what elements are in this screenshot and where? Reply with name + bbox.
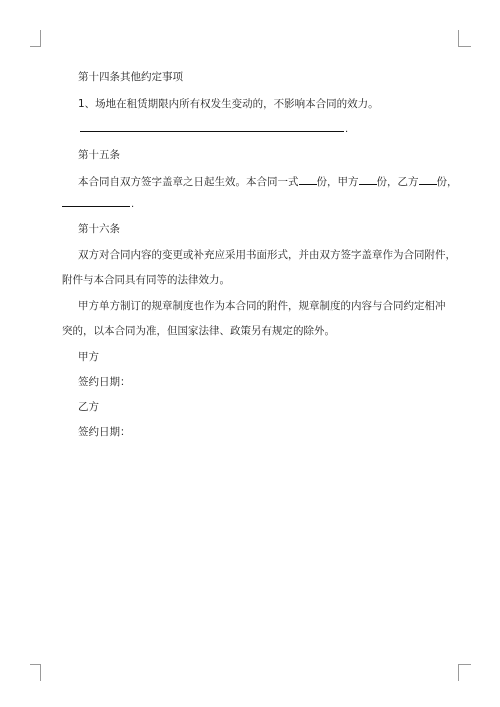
section-16-paragraph-1-line-1: 双方对合同内容的变更或补充应采用书面形式，并由双方签字盖章作为合同附件， bbox=[78, 249, 456, 261]
section-14-heading: 第十四条其他约定事项 bbox=[78, 71, 183, 83]
section-14-item-1: 1、场地在租赁期限内所有权发生变动的，不影响本合同的效力。 bbox=[78, 98, 379, 110]
page-corner-mark-bottom-right bbox=[458, 664, 471, 681]
page-corner-mark-top-right bbox=[458, 30, 471, 47]
fill-in-line-section-15 bbox=[62, 206, 130, 207]
section-15-text-c: 份，乙方 bbox=[376, 176, 419, 188]
copies-party-a-blank bbox=[359, 174, 377, 185]
copies-total-blank bbox=[299, 174, 317, 185]
party-a-sign-date-label: 签约日期： bbox=[78, 376, 131, 388]
section-16-heading: 第十六条 bbox=[78, 223, 120, 235]
page-corner-mark-bottom-left bbox=[30, 664, 41, 681]
fill-in-line-section-14 bbox=[80, 131, 344, 132]
section-16-paragraph-2-line-1: 甲方单方制订的规章制度也作为本合同的附件，规章制度的内容与合同约定相冲 bbox=[78, 300, 446, 312]
party-b-sign-date-label: 签约日期： bbox=[78, 426, 131, 438]
fill-in-line-period: . bbox=[345, 124, 349, 135]
section-15-text-d: 份， bbox=[436, 176, 458, 188]
party-b-label: 乙方 bbox=[78, 401, 99, 413]
section-16-paragraph-2-line-2: 突的，以本合同为准，但国家法律、政策另有规定的除外。 bbox=[62, 325, 335, 337]
fill-in-line-period: . bbox=[131, 199, 135, 210]
section-15-heading: 第十五条 bbox=[78, 149, 120, 161]
section-16-paragraph-1-line-2: 附件与本合同具有同等的法律效力。 bbox=[62, 274, 230, 286]
section-15-text-b: 份，甲方 bbox=[316, 176, 359, 188]
section-15-text bbox=[78, 174, 458, 189]
copies-party-b-blank bbox=[419, 174, 437, 185]
page-corner-mark-top-left bbox=[30, 30, 41, 47]
section-15-text-a: 本合同自双方签字盖章之日起生效。本合同一式 bbox=[78, 176, 299, 188]
party-a-label: 甲方 bbox=[78, 351, 99, 363]
